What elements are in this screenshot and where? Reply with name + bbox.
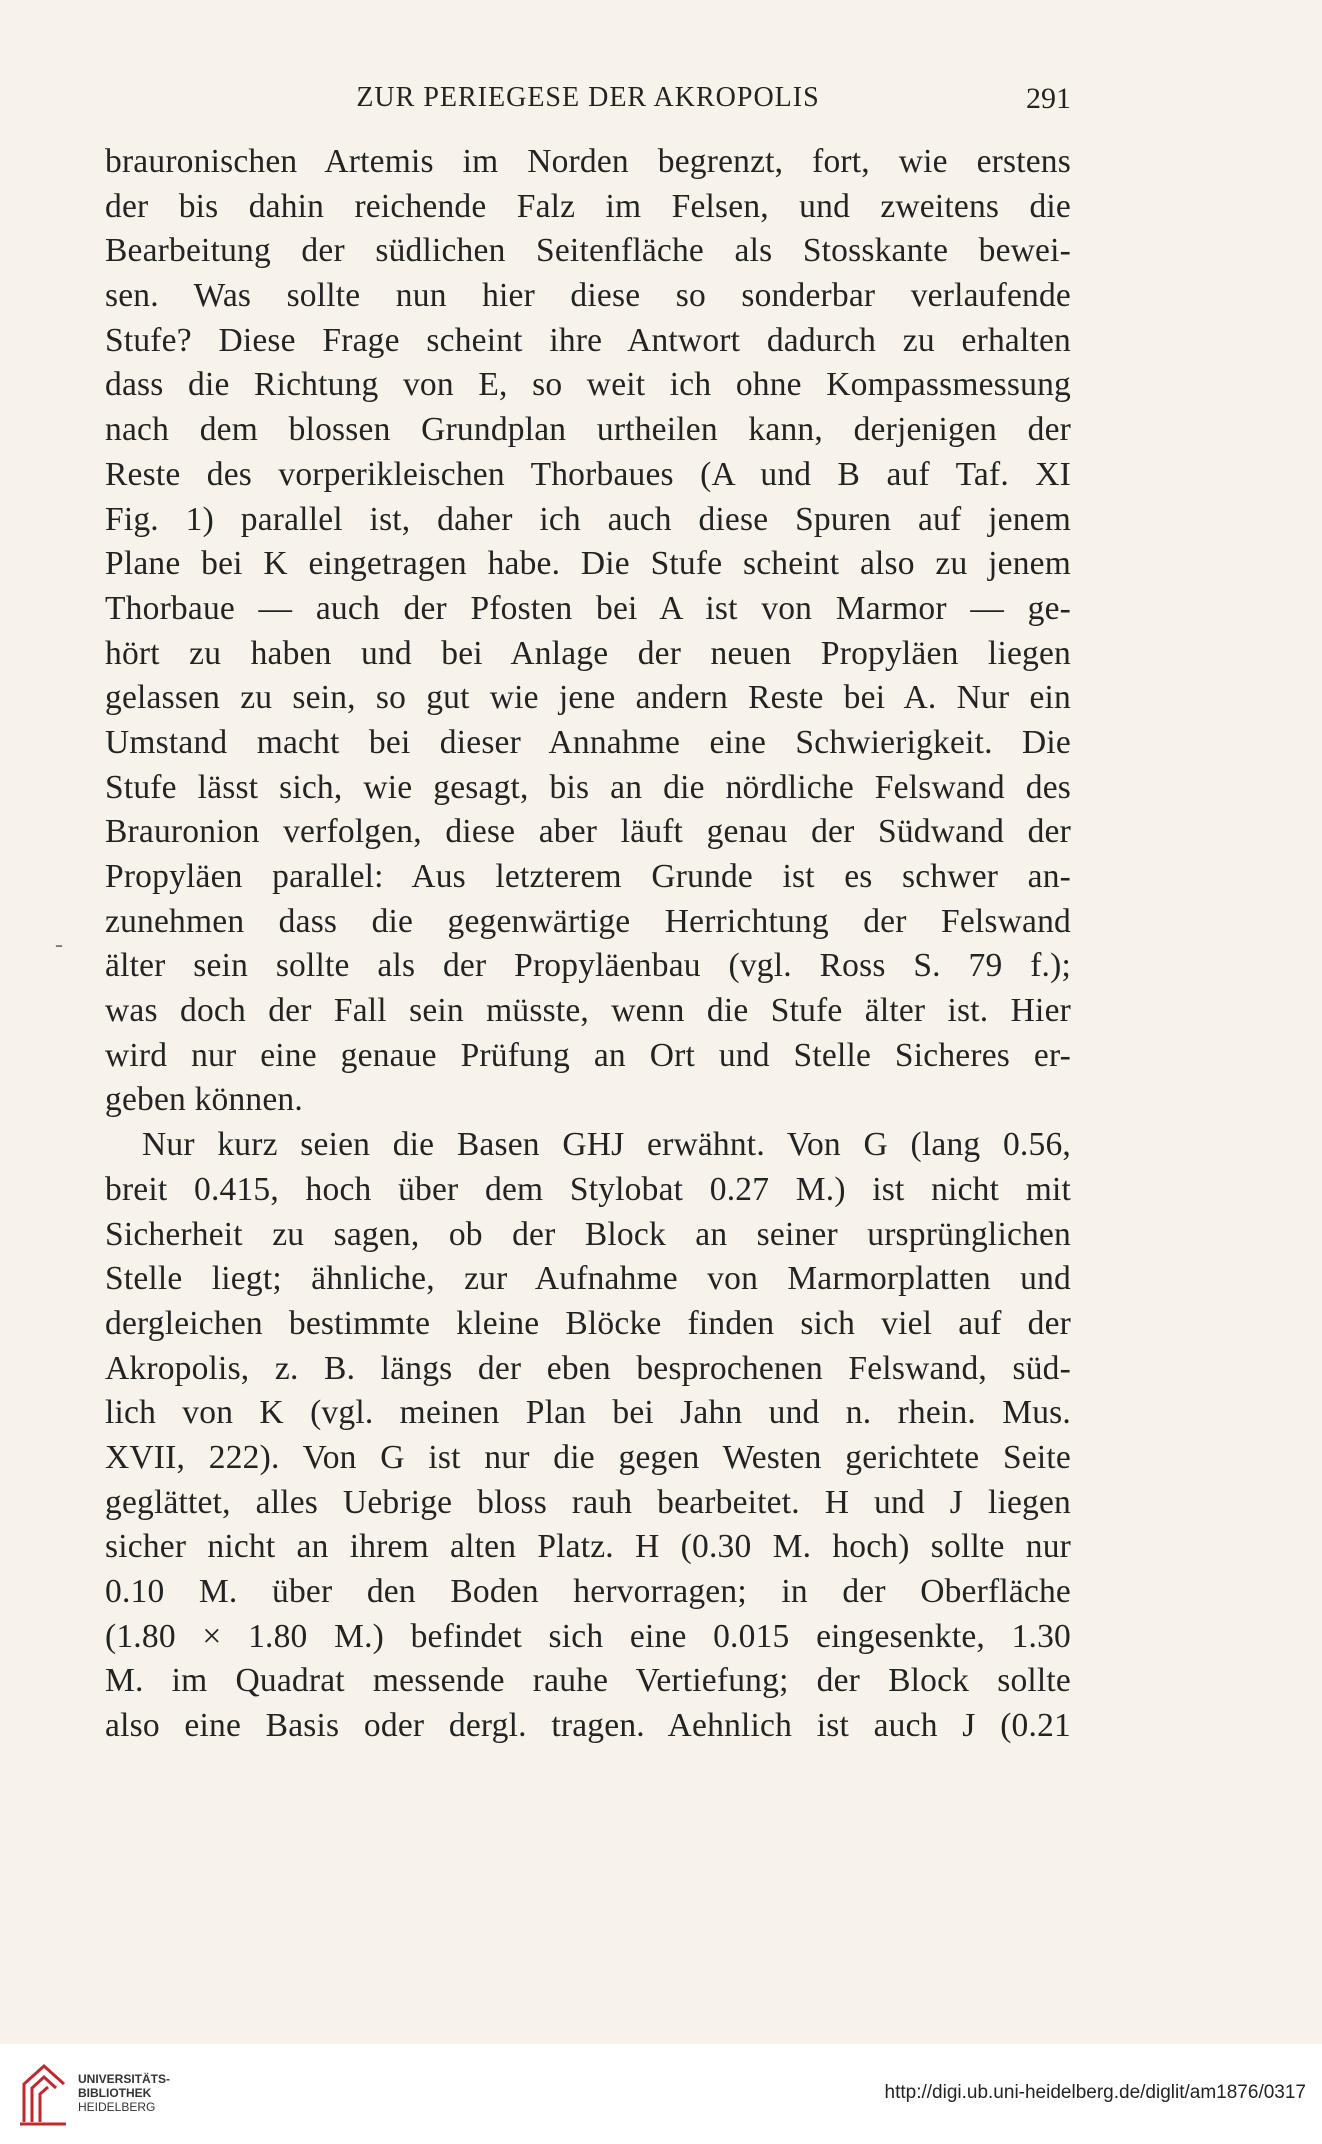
text-line: Sicherheit zu sagen, ob der Block an seiner ursprünglichen — [105, 1215, 1071, 1253]
text-line: lich von K (vgl. meinen Plan bei Jahn und n. rhein. Mus. — [105, 1394, 1071, 1432]
text-line: zunehmen dass die gegenwärtige Herrichtung der Felswand — [105, 902, 1071, 940]
text-line: geben können. — [105, 1081, 303, 1119]
text-line: Stelle liegt; ähnliche, zur Aufnahme von Marmorplatten und — [105, 1260, 1071, 1298]
text-line: Brauronion verfolgen, diese aber läuft genau der Südwand der — [105, 813, 1071, 851]
library-logo-icon — [18, 2062, 68, 2126]
text-line: Nur kurz seien die Basen GHJ erwähnt. Von G (lang 0.56, — [142, 1126, 1071, 1164]
text-line: Fig. 1) parallel ist, daher ich auch diese Spuren auf jenem — [105, 500, 1071, 538]
text-line: also eine Basis oder dergl. tragen. Aehnlich ist auch J (0.21 — [105, 1707, 1071, 1745]
text-line: breit 0.415, hoch über dem Stylobat 0.27 M.) ist nicht mit — [105, 1170, 1071, 1208]
margin-mark: - — [55, 932, 63, 958]
page-header — [105, 82, 1071, 122]
text-line: (1.80 × 1.80 M.) befindet sich eine 0.015 eingesenkte, 1.30 — [105, 1617, 1071, 1655]
text-line: dergleichen bestimmte kleine Blöcke finden sich viel auf der — [105, 1304, 1071, 1342]
text-line: der bis dahin reichende Falz im Felsen, und zweitens die — [105, 187, 1071, 225]
text-line: Stufe? Diese Frage scheint ihre Antwort dadurch zu erhalten — [105, 321, 1071, 359]
text-line: Stufe lässt sich, wie gesagt, bis an die nördliche Felswand des — [105, 768, 1071, 806]
text-line: nach dem blossen Grundplan urtheilen kann, derjenigen der — [105, 411, 1071, 449]
running-title: ZUR PERIEGESE DER AKROPOLIS — [356, 82, 820, 113]
text-line: gelassen zu sein, so gut wie jene andern Reste bei A. Nur ein — [105, 679, 1071, 717]
text-line: sicher nicht an ihrem alten Platz. H (0.30 M. hoch) sollte nur — [105, 1528, 1071, 1566]
text-line: brauronischen Artemis im Norden begrenzt, fort, wie erstens — [105, 143, 1071, 180]
text-line: sen. Was sollte nun hier diese so sonderbar verlaufende — [105, 277, 1071, 315]
text-line: hört zu haben und bei Anlage der neuen Propyläen liegen — [105, 634, 1071, 672]
text-line: Thorbaue — auch der Pfosten bei A ist von Marmor — ge- — [105, 589, 1071, 627]
text-line: Reste des vorperikleischen Thorbaues (A und B auf Taf. XI — [105, 455, 1071, 493]
text-line: 0.10 M. über den Boden hervorragen; in der Oberfläche — [105, 1573, 1071, 1610]
page-number: 291 — [1026, 82, 1071, 115]
text-line: XVII, 222). Von G ist nur die gegen Westen gerichtete Seite — [105, 1438, 1071, 1476]
text-line: Plane bei K eingetragen habe. Die Stufe scheint also zu jenem — [105, 545, 1071, 583]
source-url-link[interactable]: http://digi.ub.uni-heidelberg.de/diglit/am1876/0317 — [884, 2082, 1306, 2103]
library-name — [78, 2072, 170, 2114]
text-line: Akropolis, z. B. längs der eben besprochenen Felswand, süd- — [105, 1349, 1071, 1387]
text-line: M. im Quadrat messende rauhe Vertiefung; der Block sollte — [105, 1662, 1071, 1700]
text-line: älter sein sollte als der Propyläenbau (vgl. Ross S. 79 f.); — [105, 947, 1071, 985]
library-name-line3: HEIDELBERG — [78, 2100, 156, 2114]
text-line: wird nur eine genaue Prüfung an Ort und Stelle Sicheres er- — [105, 1036, 1071, 1074]
library-name-line1: UNIVERSITÄTS- — [78, 2072, 171, 2086]
text-line: Umstand macht bei dieser Annahme eine Schwierigkeit. Die — [105, 723, 1071, 761]
library-name-line2: BIBLIOTHEK — [78, 2086, 152, 2100]
text-line: Bearbeitung der südlichen Seitenfläche als Stosskante bewei- — [105, 232, 1071, 270]
text-line: Propyläen parallel: Aus letzterem Grunde ist es schwer an- — [105, 858, 1071, 895]
text-line: was doch der Fall sein müsste, wenn die Stufe älter ist. Hier — [105, 992, 1071, 1030]
body-text — [105, 140, 1071, 1749]
text-line: dass die Richtung von E, so weit ich ohne Kompassmessung — [105, 366, 1071, 404]
footer-bar — [0, 2044, 1322, 2144]
text-line: geglättet, alles Uebrige bloss rauh bearbeitet. H und J liegen — [105, 1483, 1071, 1521]
